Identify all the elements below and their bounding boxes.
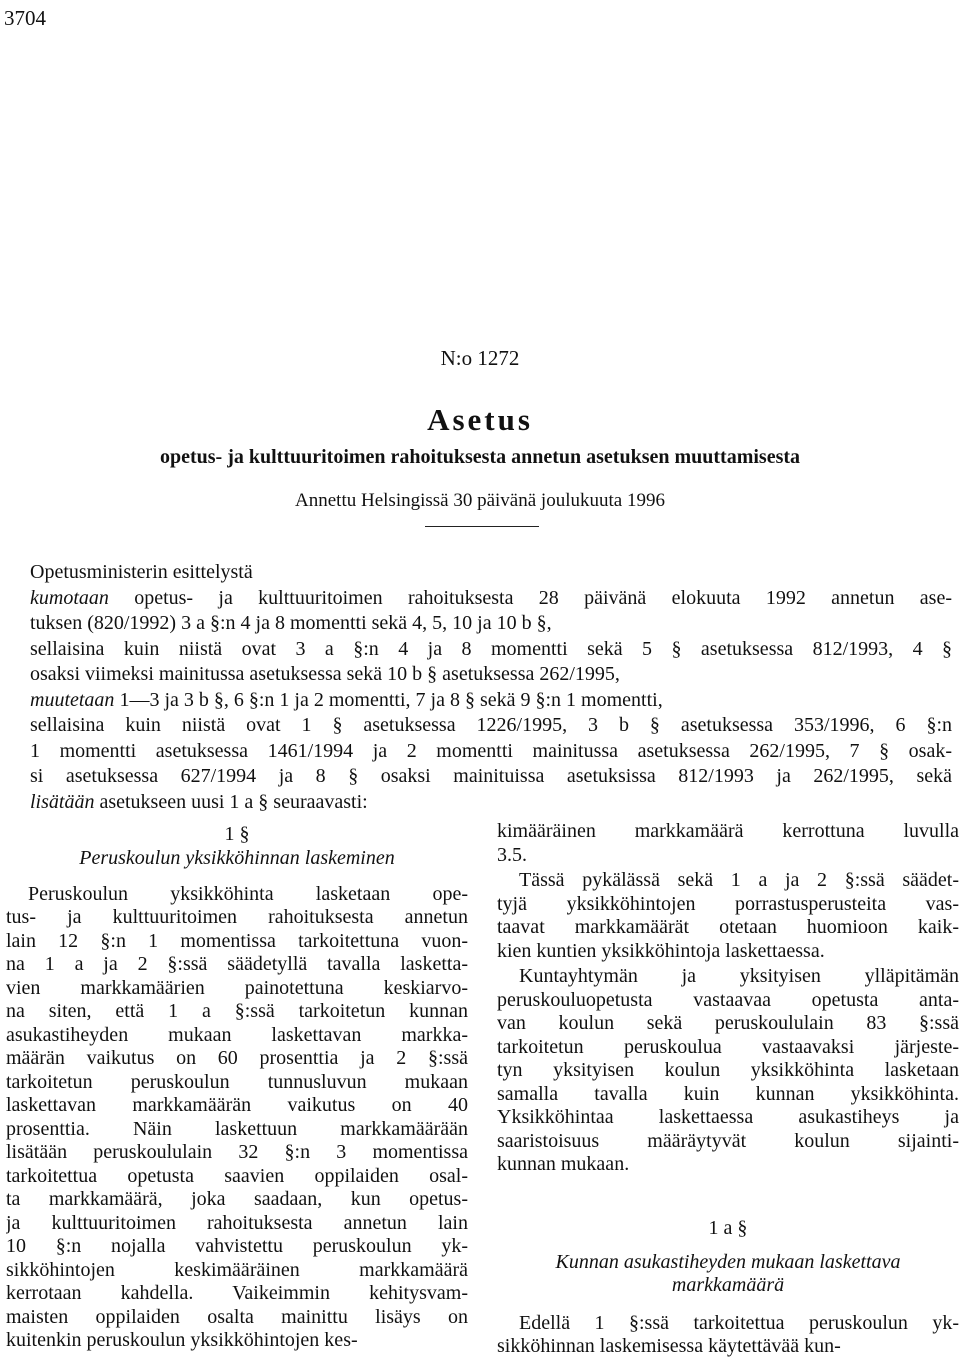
preamble-line bbox=[30, 739, 952, 765]
preamble-body bbox=[30, 586, 952, 816]
text-line: kien kuntien yksikköhintoja laskettaessa. bbox=[497, 939, 825, 962]
text-line: sikköhintojen keskimääräinen markkamäärä bbox=[6, 1258, 468, 1281]
page-number: 3704 bbox=[4, 6, 46, 30]
text-line: tarkoitetun peruskoulua vastaavaksi järjeste- bbox=[497, 1035, 959, 1058]
preamble-line bbox=[30, 662, 952, 688]
document-subtitle: opetus- ja kulttuuritoimen rahoituksesta annetun asetuksen muuttamisesta bbox=[159, 446, 801, 468]
section-number: 1 § bbox=[224, 823, 250, 845]
preamble-line bbox=[30, 790, 952, 816]
preamble-text: sellaisina kuin niistä ovat 1 § asetuksessa 1226/1995, 3 b § asetuksessa 353/1996, 6 §:n bbox=[30, 714, 952, 736]
preamble bbox=[30, 560, 952, 815]
text-line: van koulun sekä peruskoululain 83 §:ssä bbox=[497, 1012, 959, 1034]
text-line: peruskouluopetusta vastaavaa opetusta anta- bbox=[497, 988, 959, 1011]
text-line: saaristoisuus määräytyvät koulun sijainti- bbox=[497, 1129, 959, 1152]
text-line: kunnan mukaan. bbox=[497, 1153, 630, 1175]
text-line: 3.5. bbox=[497, 843, 527, 866]
paragraph bbox=[497, 965, 959, 1177]
heading-line: markkamäärä bbox=[671, 1274, 785, 1296]
amendment-verb: kumotaan bbox=[30, 586, 109, 609]
right-column bbox=[497, 820, 959, 1359]
paragraph bbox=[497, 1312, 959, 1359]
text-line: maisten oppilaiden osalta mainittu lisäys on bbox=[6, 1305, 468, 1328]
paragraph bbox=[497, 820, 959, 867]
text-line: kerrotaan kahdella. Vaikeimmin kehitysvam- bbox=[6, 1282, 468, 1304]
text-line: Yksikköhintaa laskettaessa asukastiheys ja bbox=[497, 1106, 959, 1128]
text-line: vien markkamäärien painotettuna keskiarvo- bbox=[6, 976, 468, 999]
text-line: sikköhinnan laskemisessa käytettävää kun- bbox=[497, 1335, 841, 1357]
left-column bbox=[6, 823, 468, 1353]
text-line: tyn yksityisen koulun yksikköhinta lasketaan bbox=[497, 1059, 959, 1081]
statute-number: N:o 1272 bbox=[440, 346, 520, 370]
preamble-line bbox=[30, 611, 952, 637]
text-line: tus- ja kulttuuritoimen rahoituksesta annetun bbox=[6, 906, 468, 928]
text-line: Tässä pykälässä sekä 1 a ja 2 §:ssä säädet- bbox=[519, 869, 959, 891]
text-line: lisätään peruskoululain 32 §:n 3 momentissa bbox=[6, 1141, 468, 1163]
text-line: lain 12 §:n 1 momentissa tarkoitettuna vuon- bbox=[6, 929, 468, 952]
preamble-line bbox=[30, 586, 952, 612]
title-divider bbox=[425, 526, 539, 527]
preamble-text: opetus- ja kulttuuritoimen rahoituksesta 28 päivänä elokuuta 1992 annetun ase- bbox=[108, 586, 952, 609]
text-line: tarkoitettua opetusta saavien oppilaiden osal- bbox=[6, 1164, 468, 1187]
preamble-text: tuksen (820/1992) 3 a §:n 4 ja 8 momentti sekä 4, 5, 10 ja 10 b §, bbox=[30, 612, 552, 634]
text-line: tyjä yksikköhintojen porrastusperusteita vas- bbox=[497, 892, 959, 915]
text-line: laskettavan markkamäärän vaikutus on 40 bbox=[6, 1094, 468, 1116]
text-line: Edellä 1 §:ssä tarkoitettua peruskoulun yk- bbox=[519, 1311, 959, 1334]
preamble-line bbox=[30, 637, 952, 663]
text-line: ta markkamäärä, joka saadaan, kun opetus- bbox=[6, 1188, 468, 1210]
text-line: na 1 a ja 2 §:ssä säädetyllä tavalla lasketta- bbox=[6, 953, 468, 975]
preamble-text: sellaisina kuin niistä ovat 3 a §:n 4 ja 8 momentti sekä 5 § asetuksessa 812/1993, 4 § bbox=[30, 637, 952, 660]
paragraph bbox=[497, 869, 959, 963]
preamble-line bbox=[30, 764, 952, 790]
preamble-line bbox=[30, 688, 952, 714]
text-line: asukastiheyden mukaan laskettavan markka- bbox=[6, 1023, 468, 1046]
text-line: kuitenkin peruskoulun yksikköhintojen kes- bbox=[6, 1329, 358, 1351]
section-body bbox=[6, 883, 468, 1353]
preamble-line bbox=[30, 713, 952, 739]
amendment-verb: muutetaan bbox=[30, 688, 115, 711]
text-line: tarkoitetun peruskoulun tunnusluvun mukaan bbox=[6, 1070, 468, 1093]
heading-line: Kunnan asukastiheyden mukaan laskettava bbox=[555, 1250, 901, 1273]
text-line: na siten, että 1 a §:ssä tarkoitetun kunnan bbox=[6, 1000, 468, 1022]
text-line: ja kulttuuritoimen rahoituksesta annetun lain bbox=[6, 1211, 468, 1234]
text-line: Kuntayhtymän ja yksityisen ylläpitämän bbox=[519, 965, 959, 987]
issue-date: Annettu Helsingissä 30 päivänä joulukuuta 1996 bbox=[295, 490, 665, 511]
document-title: Asetus bbox=[427, 402, 533, 437]
text-line: taavat markkamäärät otetaan huomioon kaik- bbox=[497, 916, 959, 938]
preamble-text: asetukseen uusi 1 a § seuraavasti: bbox=[94, 790, 368, 813]
section-heading: Peruskoulun yksikköhinnan laskeminen bbox=[79, 847, 395, 869]
preamble-text: 1—3 ja 3 b §, 6 §:n 1 ja 2 momentti, 7 ja 8 § sekä 9 §:n 1 momentti, bbox=[114, 688, 663, 711]
text-line: Peruskoulun yksikköhinta lasketaan ope- bbox=[28, 882, 468, 905]
text-line: 10 §:n nojalla vahvistettu peruskoulun yk- bbox=[6, 1235, 468, 1257]
text-line: samalla tavalla kuin kunnan yksikköhinta. bbox=[497, 1082, 959, 1105]
preamble-text: si asetuksessa 627/1994 ja 8 § osaksi mainituissa asetuksissa 812/1993 ja 262/1995, sekä bbox=[30, 765, 952, 787]
preamble-intro: Opetusministerin esittelystä bbox=[30, 561, 253, 583]
text-line: prosenttia. Näin laskettuun markkamäärään bbox=[6, 1117, 468, 1140]
text-line: kimääräinen markkamäärä kerrottuna luvulla bbox=[497, 820, 959, 842]
text-line: määrän vaikutus on 60 prosenttia ja 2 §:ssä bbox=[6, 1047, 468, 1069]
amendment-verb: lisätään bbox=[30, 790, 95, 813]
preamble-text: 1 momentti asetuksessa 1461/1994 ja 2 momentti mainitussa asetuksessa 262/1995, 7 § osak- bbox=[30, 739, 952, 762]
section-heading bbox=[497, 1251, 959, 1298]
preamble-text: osaksi viimeksi mainitussa asetuksessa sekä 10 b § asetuksessa 262/1995, bbox=[30, 663, 620, 685]
section-number: 1 a § bbox=[708, 1216, 748, 1239]
